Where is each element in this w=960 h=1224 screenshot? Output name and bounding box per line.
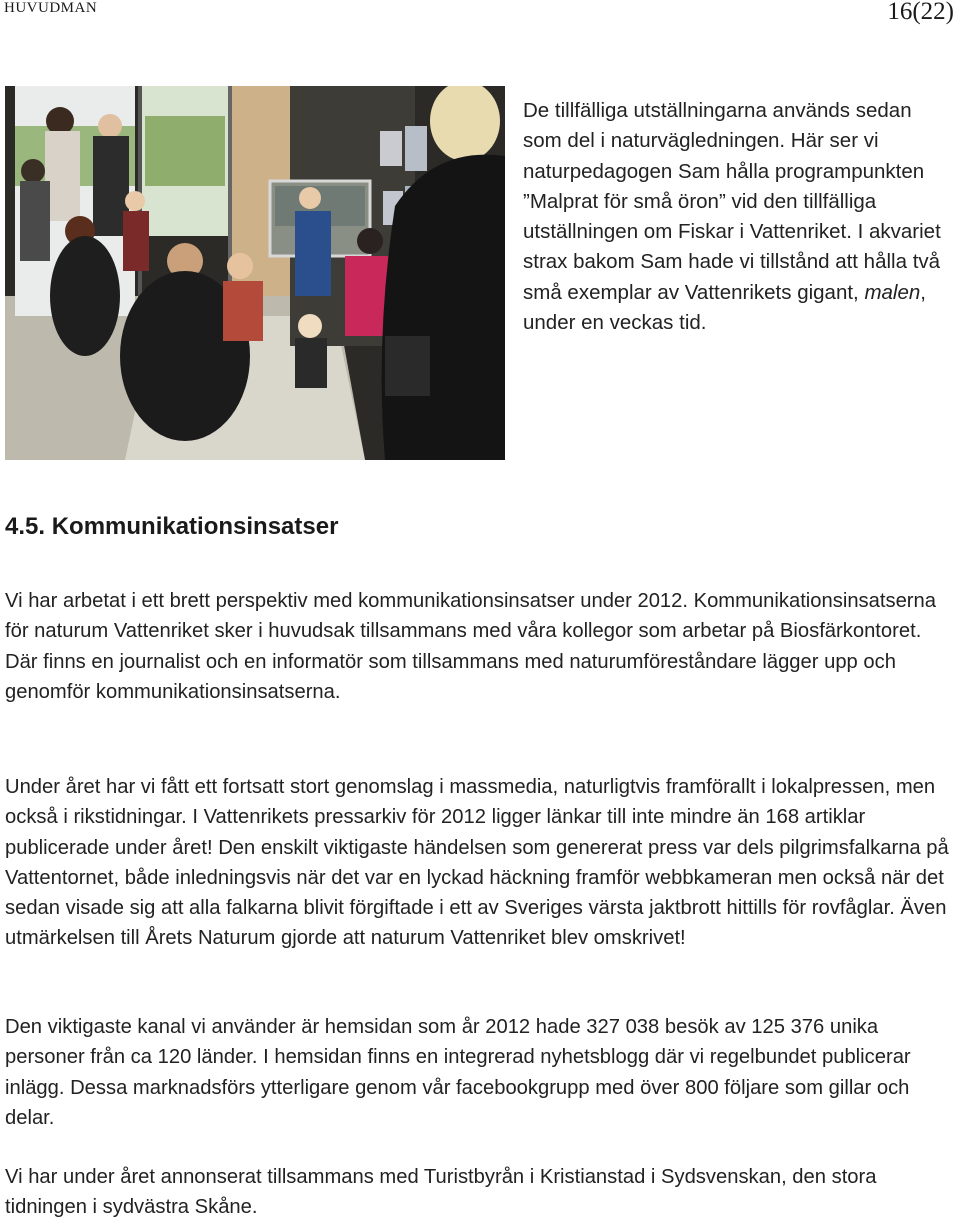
section-heading: 4.5. Kommunikationsinsatser (5, 513, 339, 540)
running-header: HUVUDMAN (4, 0, 98, 16)
caption-text: De tillfälliga utställningarna används sedan som del i naturvägledningen. Här ser vi naturpedagogen Sam hålla programpunkten ”Malprat för små öron” vid den tillfälliga utställningen om Fiskar i Vattenriket. I akvariet strax bakom Sam hade vi tillstånd att hålla två små exemplar av Vattenrikets gigant, (523, 99, 941, 304)
exhibition-photo (5, 86, 505, 460)
photo-caption (523, 96, 953, 338)
paragraph: Vi har under året annonserat tillsammans med Turistbyrån i Kristianstad i Sydsvenskan, den stora tidningen i sydvästra Skåne. (5, 1166, 877, 1219)
caption-text-end: , under en veckas tid. (523, 280, 926, 335)
page-number: 16(22) (887, 0, 954, 25)
paragraph: Vi har arbetat i ett brett perspektiv med kommunikationsinsatser under 2012. Kommunikationsinsatserna för naturum Vattenriket sker i huvudsak tillsammans med våra kollegor som arbetar på Biosfärkontoret. Där finns en journalist och en informatör som tillsammans med naturumföreståndare lägger upp och genomför kommunikationsinsatserna. (5, 590, 936, 703)
paragraph: Under året har vi fått ett fortsatt stort genomslag i massmedia, naturligtvis framförallt i lokalpressen, men också i rikstidningar. I Vattenrikets pressarkiv för 2012 ligger länkar till inte mindre än 168 artiklar publicerade under året! Den enskilt viktigaste händelsen som genererat press var dels pilgrimsfalkarna på Vattentornet, både inledningsvis när det var en lyckad häckning framför webbkameran men också när det sedan visade sig att alla falkarna blivit förgiftade i ett av Sveriges värsta jaktbrott hittills för rovfåglar. Även utmärkelsen till Årets Naturum gjorde att naturum Vattenriket blev omskrivet! (5, 776, 949, 950)
caption-italic-term: malen (864, 280, 921, 304)
paragraph: Den viktigaste kanal vi använder är hemsidan som år 2012 hade 327 038 besök av 125 376 unika personer från ca 120 länder. I hemsidan finns en integrerad nyhetsblogg där vi regelbundet publicerar inlägg. Dessa marknadsförs ytterligare genom vår facebookgrupp med över 800 följare som gillar och delar. (5, 1016, 911, 1129)
